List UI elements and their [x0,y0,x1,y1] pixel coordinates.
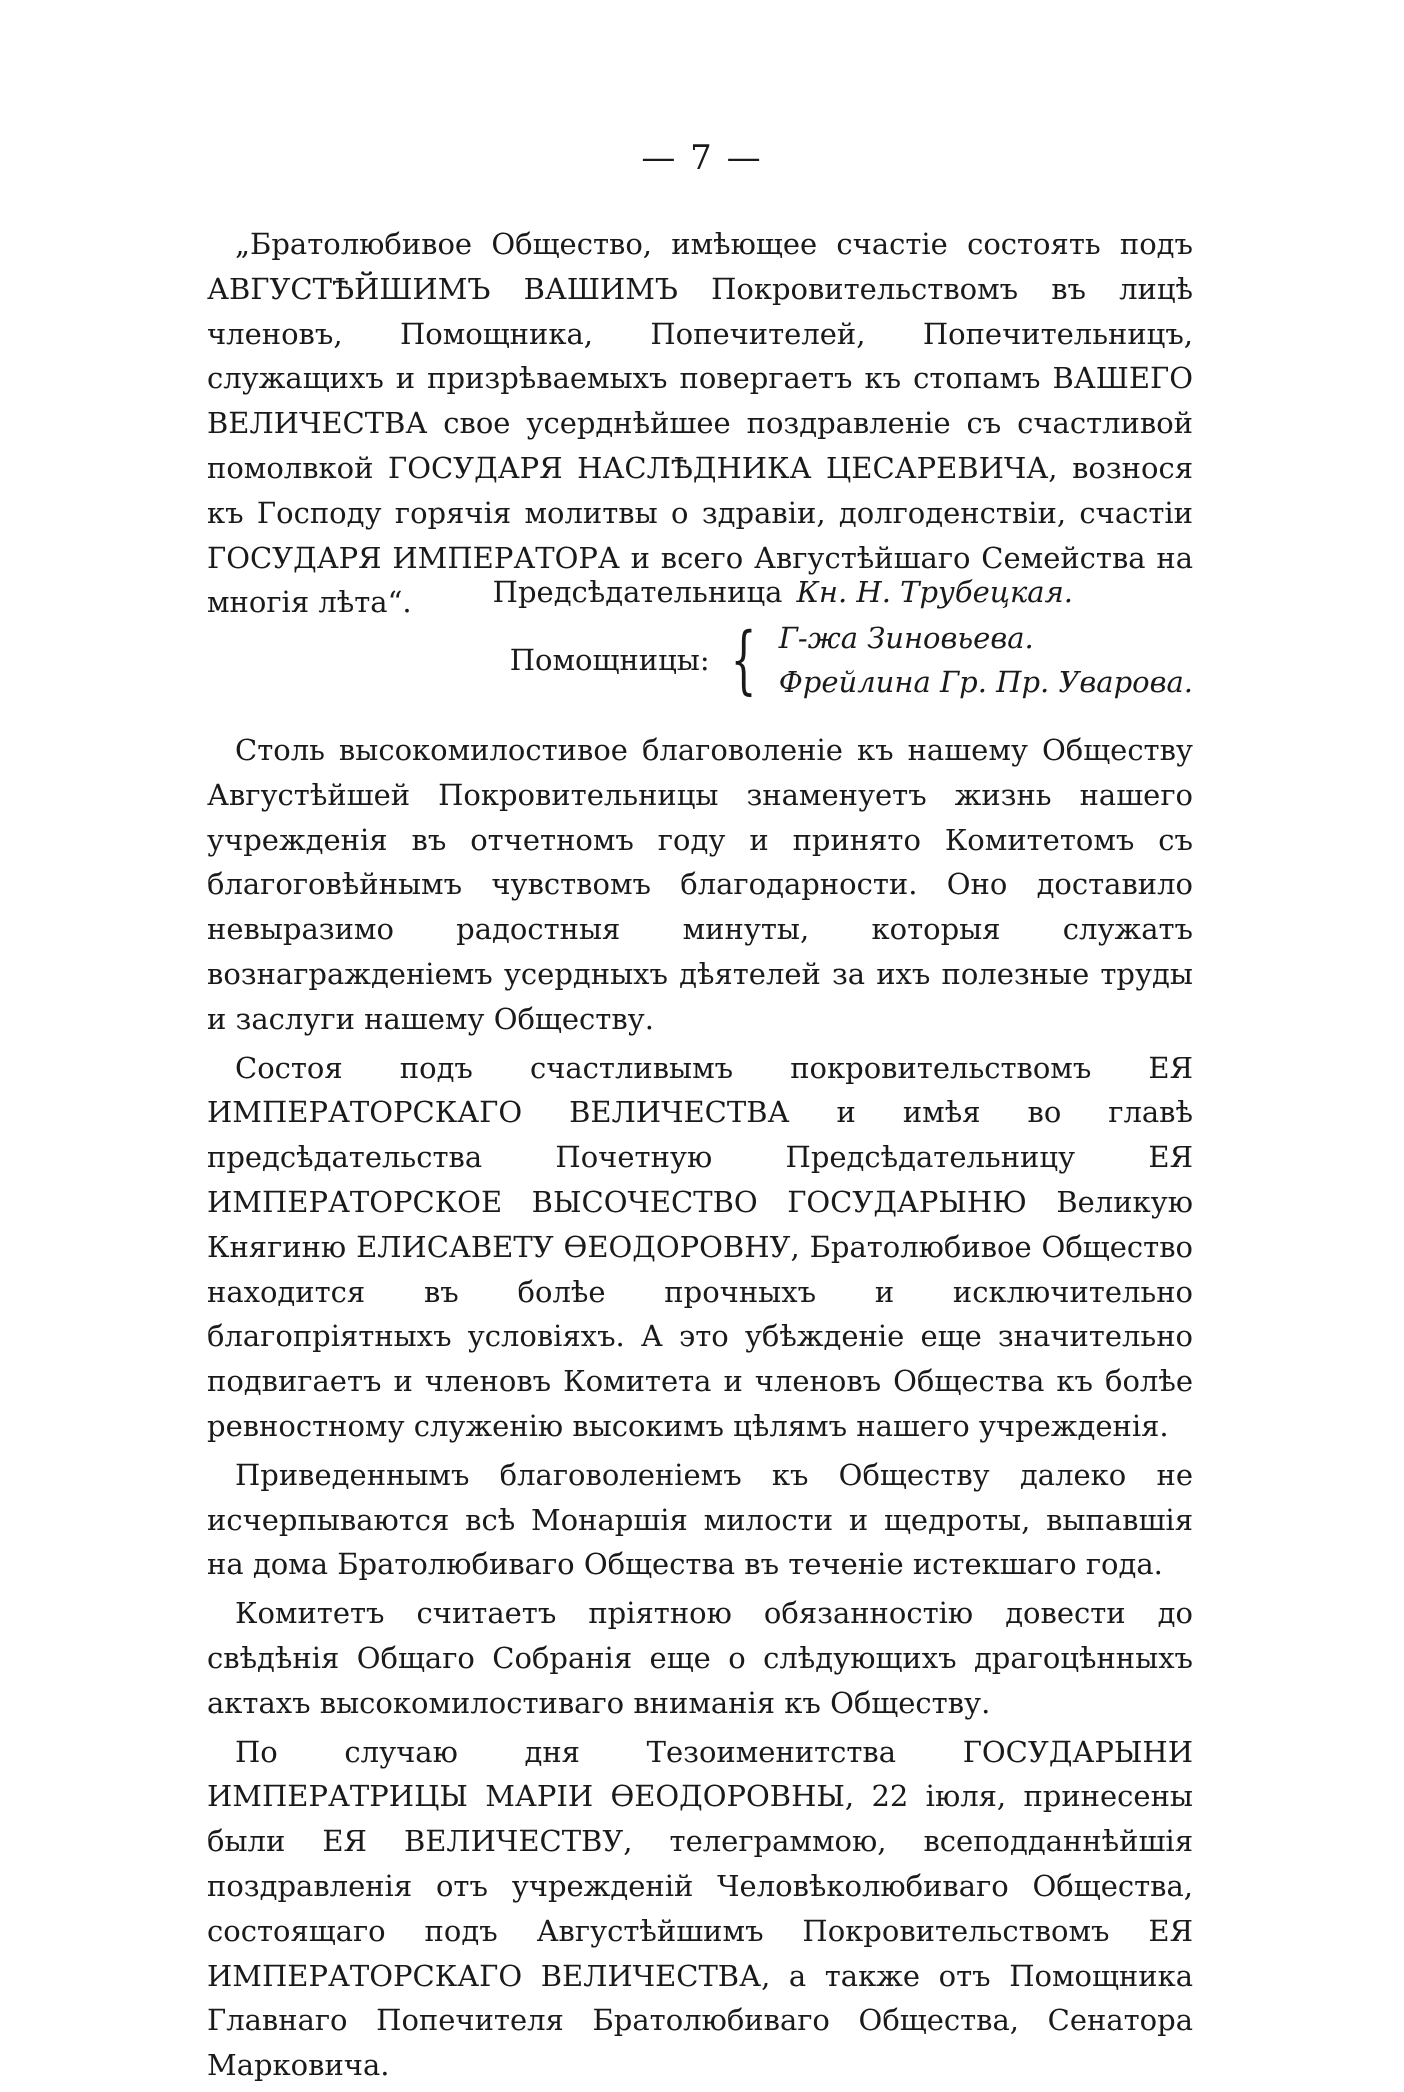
body-paragraph-2: Состоя подъ счастливымъ покровительствомъ ЕЯ ИМПЕРАТОРСКАГО ВЕЛИЧЕСТВА и имѣя во главѣ предсѣдательства Почетную Предсѣдательницу ЕЯ ИМПЕРАТОРСКОЕ ВЫСОЧЕСТВО ГОСУДАРЫНЮ Великую Княгиню ЕЛИСАВЕТУ ѲЕОДОРОВНУ, Братолюбивое Общество находится въ болѣе прочныхъ и исключительно благопріятныхъ условіяхъ. А это убѣжденіе еще значительно подвигаетъ и членовъ Комитета и членовъ Общества къ болѣе ревностному служенію высокимъ цѣлямъ нашего учрежденія. [207,1050,1193,1443]
brace-icon: { [730,617,757,703]
chairwoman-role: Предсѣдательница [492,575,783,609]
assistant-name-2: Фрейлина Гр. Пр. Уварова. [778,665,1193,699]
assistants-role: Помощницы: [509,643,710,677]
assistants-signature [207,616,1193,704]
body-paragraph-1: Столь высокомилостивое благоволеніе къ нашему Обществу Августѣйшей Покровительницы знаменуетъ жизнь нашего учрежденія въ отчетномъ году и принято Комитетомъ съ благоговѣйнымъ чувствомъ благодарности. Оно доставило невыразимо радостныя минуты, которыя служатъ вознагражденіемъ усердныхъ дѣятелей за ихъ полезные труды и заслуги нашему Обществу. [207,733,1193,1036]
chairwoman-name: Кн. Н. Трубецкая. [796,575,1073,609]
body-paragraph-4: Комитетъ считаетъ пріятною обязанностію довести до свѣдѣнія Общаго Собранія еще о слѣдующихъ драгоцѣнныхъ актахъ высокомилостиваго вниманія къ Обществу. [207,1596,1193,1720]
body-text [207,728,1193,2092]
signature-block [207,570,1193,704]
quote-paragraph: „Братолюбивое Общество, имѣющее счастіе состоять подъ АВГУСТѢЙШИМЪ ВАШИМЪ Покровительствомъ въ лицѣ членовъ, Помощника, Попечителей, Попечительницъ, служащихъ и призрѣваемыхъ повергаетъ къ стопамъ ВАШЕГО ВЕЛИЧЕСТВА свое усерднѣйшее поздравленіе съ счастливой помолвкой ГОСУДАРЯ НАСЛѢДНИКА ЦЕСАРЕВИЧА, вознося къ Господу горячія молитвы о здравіи, долгоденствіи, счастіи ГОСУДАРЯ ИМПЕРАТОРА и всего Августѣйшаго Семейства на многія лѣта“. [207,227,1193,620]
assistants-names [779,616,1193,704]
chairwoman-signature [207,570,1193,614]
body-paragraph-5: По случаю дня Тезоименитства ГОСУДАРЫНИ ИМПЕРАТРИЦЫ МАРІИ ѲЕОДОРОВНЫ, 22 іюля, принесены были ЕЯ ВЕЛИЧЕСТВУ, телеграммою, всеподданнѣйшія поздравленія отъ учрежденій Человѣколюбиваго Общества, состоящаго подъ Августѣйшимъ Покровительствомъ ЕЯ ИМПЕРАТОРСКАГО ВЕЛИЧЕСТВА, а также отъ Помощника Главнаго Попечителя Братолюбиваго Общества, Сенатора Марковича. [207,1734,1193,2083]
body-paragraph-3: Приведеннымъ благоволеніемъ къ Обществу далеко не исчерпываются всѣ Монаршія милости и щедроты, выпавшія на дома Братолюбиваго Общества въ теченіе истекшаго года. [207,1457,1193,1582]
quoted-address [207,222,1193,625]
assistant-name-1: Г-жа Зиновьева. [778,621,1034,655]
page-number: — 7 — [641,138,763,178]
